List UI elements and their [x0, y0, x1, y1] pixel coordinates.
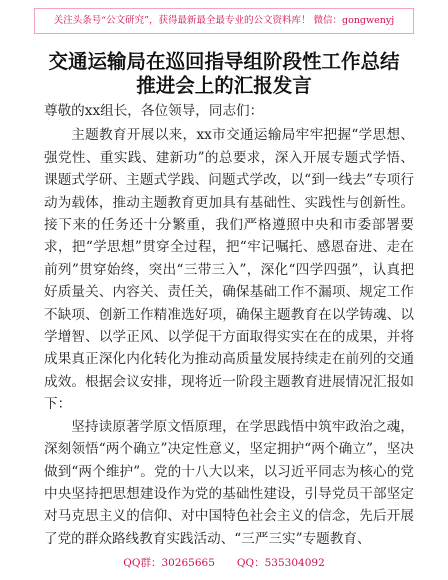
promo-banner: 关注头条号“公文研究”，获得最新最全最专业的公文资料库！ 微信：gongwenyj	[34, 8, 414, 34]
document-title: 交通运输局在巡回指导组阶段性工作总结推进会上的汇报发言	[48, 50, 400, 97]
paragraph: 坚持读原著学原文悟原理，在学思践悟中筑牢政治之魂，深刻领悟“两个确立”决定性意义，坚定拥护“两个确立”，坚决做到“两个维护”。党的十八大以来，以习近平同志为核心的党中央坚持把思想建设作为党的基础性建设，引导党员干部坚定对马克思主义的信仰、对中国特色社会主义的信念，先后开展了党的群众路线教育实践活动、“三严三实”专题教育、	[44, 418, 414, 547]
greeting: 尊敬的xx组长，各位领导，同志们：	[44, 103, 264, 119]
footer-contact	[0, 554, 448, 572]
qq-group-text: QQ群：30265665	[123, 557, 215, 569]
paragraph: 主题教育开展以来，xx市交通运输局牢牢把握“学思想、强党性、重实践、建新功”的总要求，深入开展专题式学悟、课题式学研、主题式学践、问题式学改，以“到一线去”专项行动为载体，推动主题教育更加具有基础性、实践性与创新性。接下来的任务还十分繁重，我们严格遵照中央和市委部署要求，把“学思想”贯穿全过程，把“牢记嘱托、感恩奋进、走在前列”贯穿始终，突出“三带三入”，深化“四学四强”，认真把好质量关、内容关、责任关，确保基础工作不漏项、规定工作不缺项、创新工作精准选好项，确保主题教育在以学铸魂、以学增智、以学正风、以学促干方面取得实实在在的成果，并将成果真正深化内化转化为推动高质量发展持续走在前列的交通成效。根据会议安排，现将近一阶段主题教育进展情况汇报如下：	[44, 127, 414, 413]
qq-number-text: QQ：535304092	[236, 557, 325, 569]
document-body	[44, 100, 414, 550]
